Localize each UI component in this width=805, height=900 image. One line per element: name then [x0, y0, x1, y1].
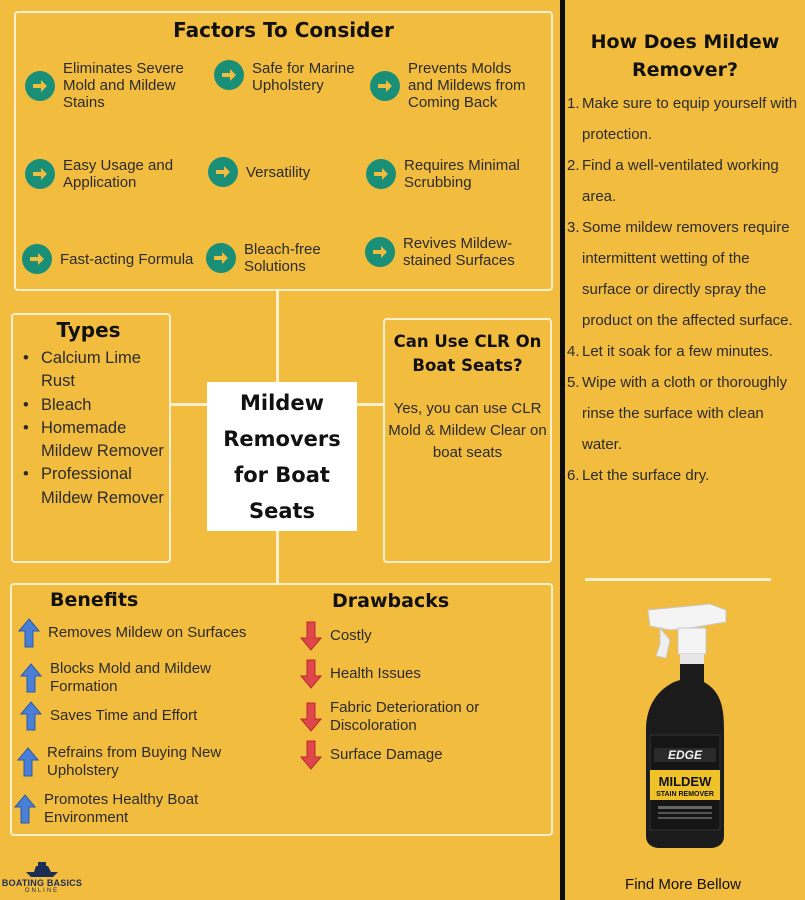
- factor-item: [22, 244, 202, 274]
- benefit-item: [17, 744, 267, 780]
- howto-title: How Does Mildew Remover?: [590, 31, 780, 81]
- right-arrow-circle-icon: [214, 60, 244, 90]
- center-title-box: [207, 382, 357, 531]
- step-item: [567, 88, 802, 150]
- step-text: Make sure to equip yourself with protection.: [582, 95, 798, 143]
- product-label-line2: STAIN REMOVER: [656, 791, 714, 798]
- factor-label: Easy Usage and Application: [63, 157, 174, 191]
- types-title: Types: [56, 318, 121, 342]
- down-arrow-icon: [300, 621, 322, 651]
- step-item: [567, 460, 802, 491]
- benefit-item: [14, 791, 264, 827]
- types-list: [23, 347, 168, 510]
- find-more-link[interactable]: Find More Bellow: [625, 876, 741, 893]
- step-item: [567, 336, 802, 367]
- factor-label: Safe for Marine Upholstery: [252, 60, 355, 94]
- benefit-item: [20, 660, 270, 696]
- product-brand: EDGE: [667, 748, 703, 762]
- factor-label: Versatility: [246, 163, 311, 181]
- up-arrow-icon: [20, 701, 42, 731]
- right-arrow-circle-icon: [370, 71, 400, 101]
- step-item: [567, 150, 802, 212]
- benefit-item: [18, 618, 288, 648]
- factor-item: [208, 157, 358, 187]
- step-text: Some mildew removers require intermittent wetting of the surface or directly spray the product on the affected surface.: [582, 219, 793, 329]
- logo-sub: ONLINE: [24, 888, 60, 894]
- right-arrow-circle-icon: [25, 71, 55, 101]
- step-text: Wipe with a cloth or thoroughly rinse the surface with clean water.: [582, 374, 788, 453]
- connector-right: [356, 403, 384, 406]
- step-number: 3.: [567, 219, 580, 236]
- factor-label: Bleach-free Solutions: [244, 241, 321, 275]
- factor-item: [366, 157, 546, 191]
- step-number: 4.: [567, 343, 580, 360]
- right-arrow-circle-icon: [22, 244, 52, 274]
- step-item: [567, 212, 802, 336]
- step-item: [567, 367, 802, 460]
- up-arrow-icon: [14, 794, 36, 824]
- down-arrow-icon: [300, 740, 322, 770]
- factor-item: [25, 60, 210, 111]
- logo-name: BOATING BASICS: [1, 878, 83, 888]
- benefit-item: [20, 701, 270, 731]
- benefits-title: Benefits: [50, 589, 139, 611]
- step-number: 2.: [567, 157, 580, 174]
- boat-logo-icon: [22, 860, 62, 878]
- down-arrow-icon: [300, 702, 322, 732]
- benefit-label: Promotes Healthy Boat Environment: [44, 791, 199, 826]
- right-arrow-circle-icon: [365, 237, 395, 267]
- factor-label: Revives Mildew-stained Surfaces: [403, 235, 515, 269]
- connector-bottom: [276, 530, 279, 585]
- product-label-line1: MILDEW: [658, 774, 712, 789]
- drawback-item: [300, 699, 540, 735]
- factor-label: Eliminates Severe Mold and Mildew Stains: [63, 60, 184, 111]
- site-logo: [0, 860, 84, 894]
- benefit-label: Removes Mildew on Surfaces: [48, 624, 247, 641]
- factors-title: Factors To Consider: [173, 18, 394, 42]
- drawback-label: Health Issues: [330, 665, 421, 682]
- clr-title: Can Use CLR On Boat Seats?: [393, 332, 542, 375]
- right-arrow-circle-icon: [208, 157, 238, 187]
- list-item: • Bleach: [23, 394, 168, 417]
- step-number: 6.: [567, 467, 580, 484]
- clr-text: Yes, you can use CLR Mold & Mildew Clear on boat seats: [388, 400, 547, 461]
- panel-divider: [560, 0, 565, 900]
- right-arrow-circle-icon: [206, 243, 236, 273]
- factor-item: [365, 235, 545, 269]
- drawback-item: [300, 659, 540, 689]
- step-text: Find a well-ventilated working area.: [582, 157, 779, 205]
- factor-item: [206, 241, 356, 275]
- drawback-item: [300, 621, 540, 651]
- drawback-label: Costly: [330, 627, 372, 644]
- right-arrow-circle-icon: [25, 159, 55, 189]
- center-title: Mildew Removers for Boat Seats: [223, 390, 341, 523]
- down-arrow-icon: [300, 659, 322, 689]
- list-item: • Homemade Mildew Remover: [23, 417, 168, 464]
- factor-label: Fast-acting Formula: [60, 250, 194, 268]
- step-text: Let it soak for a few minutes.: [582, 343, 773, 360]
- up-arrow-icon: [18, 618, 40, 648]
- right-arrow-circle-icon: [366, 159, 396, 189]
- list-item: • Professional Mildew Remover: [23, 463, 168, 510]
- howto-steps: [567, 88, 802, 491]
- drawbacks-title: Drawbacks: [332, 590, 450, 612]
- step-number: 5.: [567, 374, 580, 391]
- section-divider: [585, 578, 771, 581]
- drawback-label: Fabric Deterioration or Discoloration: [330, 699, 480, 734]
- factor-item: [25, 157, 205, 191]
- benefit-label: Blocks Mold and Mildew Formation: [50, 660, 211, 695]
- step-number: 1.: [567, 95, 580, 112]
- benefit-label: Saves Time and Effort: [50, 707, 198, 724]
- factor-item: [370, 60, 530, 111]
- drawback-item: [300, 740, 540, 770]
- up-arrow-icon: [20, 663, 42, 693]
- connector-left: [170, 403, 208, 406]
- drawback-label: Surface Damage: [330, 746, 443, 763]
- factor-label: Requires Minimal Scrubbing: [404, 157, 520, 191]
- factor-item: [214, 60, 374, 94]
- step-text: Let the surface dry.: [582, 467, 710, 484]
- list-item: • Calcium Lime Rust: [23, 347, 168, 394]
- benefit-label: Refrains from Buying New Upholstery: [47, 744, 222, 779]
- factor-label: Prevents Molds and Mildews from Coming Back: [408, 60, 526, 111]
- product-bottle-image: [630, 600, 740, 850]
- connector-top: [276, 290, 279, 384]
- up-arrow-icon: [17, 747, 39, 777]
